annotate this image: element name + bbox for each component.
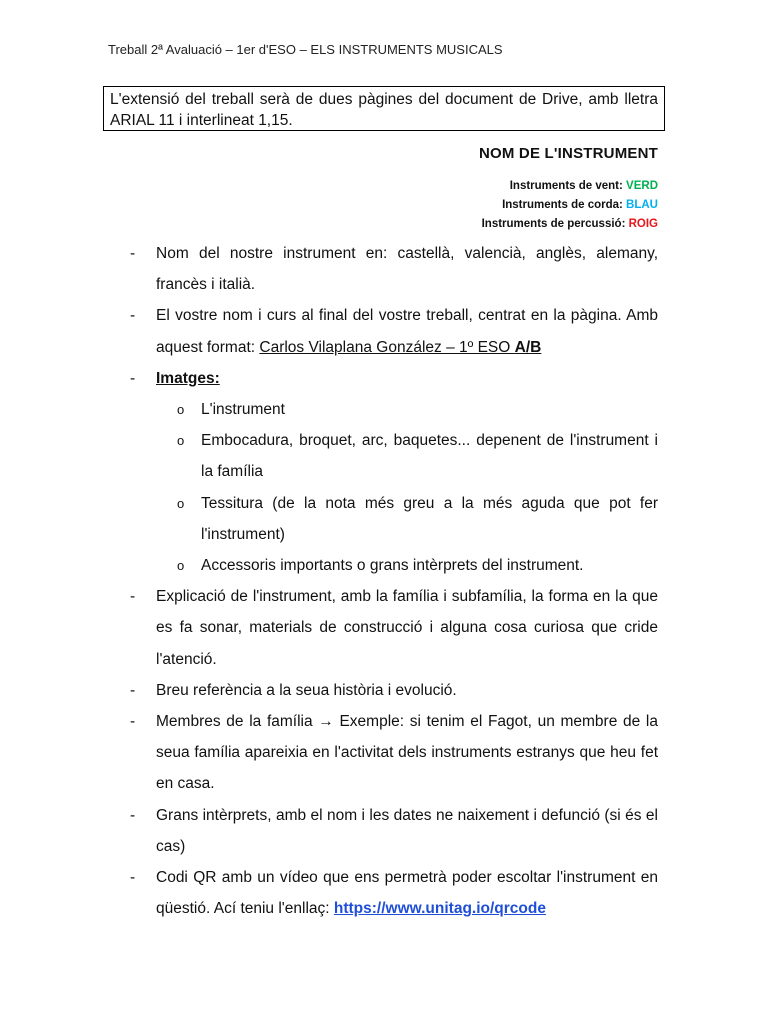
bullet-dash: - (130, 369, 136, 387)
qr-code-link[interactable]: https://www.unitag.io/qrcode (333, 900, 546, 918)
legend-wind (482, 177, 658, 196)
notice-box: L'extensió del treball serà de dues pàgines del document de Drive, amb lletra ARIAL 11 i interlineat 1,15. (103, 86, 665, 131)
sub-bullet-marker: o (177, 495, 185, 511)
legend-percussion (482, 215, 658, 234)
item-name-format (156, 300, 658, 362)
bullet-dash: - (130, 681, 136, 699)
legend-wind-color: VERD (626, 180, 658, 192)
legend-string-label: Instruments de corda: (502, 199, 623, 211)
instrument-title: NOM DE L'INSTRUMENT (478, 145, 658, 162)
item-family-members (156, 706, 658, 800)
page-header: Treball 2ª Avaluació – 1er d'ESO – ELS INSTRUMENTS MUSICALS (108, 42, 503, 57)
sub-list-item (130, 488, 658, 550)
item-performers: Grans intèrprets, amb el nom i les dates ne naixement i defunció (si és el cas) (156, 806, 658, 855)
arrow-icon: → (318, 713, 334, 731)
name-format-group: A/B (514, 338, 542, 356)
bullet-dash: - (130, 713, 136, 731)
sub-item-tessitura: Tessitura (de la nota més greu a la més aguda que pot fer l'instrument) (201, 494, 658, 543)
family-members-text: Membres de la família (156, 713, 319, 731)
list-item (130, 363, 658, 394)
item-history: Breu referència a la seua història i evolució. (156, 681, 457, 699)
item-name-format-text: El vostre nom i curs al final del vostre treball, centrat en la pàgina. Amb aquest format: (156, 307, 658, 356)
list-item (130, 706, 658, 800)
sub-list-item (130, 550, 658, 581)
images-heading: Imatges: (156, 369, 220, 387)
legend-string (482, 196, 658, 215)
requirements-list (130, 238, 658, 924)
bullet-dash: - (130, 806, 136, 824)
list-item (130, 238, 658, 300)
item-explanation: Explicació de l'instrument, amb la família i subfamília, la forma en la que es fa sonar, materials de construcció i alguna cosa curiosa que cride l'atenció. (156, 588, 658, 668)
family-color-legend (482, 177, 658, 234)
sub-list-item (130, 425, 658, 487)
bullet-dash: - (130, 307, 136, 325)
sub-bullet-marker: o (177, 558, 185, 574)
name-format-example-text: Carlos Vilaplana González – 1º ESO (259, 338, 515, 356)
qr-code-text: Codi QR amb un vídeo que ens permetrà poder escoltar l'instrument en qüestió. Ací teniu l'enllaç: (156, 869, 658, 918)
list-item (130, 675, 658, 706)
legend-wind-label: Instruments de vent: (509, 180, 623, 192)
sub-item-instrument: L'instrument (201, 401, 285, 419)
name-format-example (259, 339, 541, 356)
sub-list-item (130, 394, 658, 425)
item-qr-code (156, 862, 658, 924)
item-languages: Nom del nostre instrument en: castellà, valencià, anglès, alemany, francès i italià. (156, 245, 658, 294)
legend-string-color: BLAU (626, 199, 658, 211)
bullet-dash: - (130, 245, 136, 262)
list-item (130, 862, 658, 924)
family-members-example: Exemple: si tenim el Fagot, un membre de la seua família apareixia en l'activitat dels instruments estranys que heu fet en casa. (156, 713, 658, 793)
list-item (130, 300, 658, 362)
bullet-dash: - (130, 588, 136, 606)
sub-bullet-marker: o (177, 402, 185, 418)
list-item (130, 800, 658, 862)
legend-percussion-color: ROIG (628, 218, 658, 230)
sub-bullet-marker: o (177, 433, 185, 449)
bullet-dash: - (130, 869, 136, 887)
sub-item-accessories: Accessoris importants o grans intèrprets del instrument. (201, 557, 584, 575)
list-item (130, 581, 658, 675)
sub-item-mouthpiece: Embocadura, broquet, arc, baquetes... depenent de l'instrument i la família (201, 432, 658, 481)
legend-percussion-label: Instruments de percussió: (481, 218, 626, 230)
